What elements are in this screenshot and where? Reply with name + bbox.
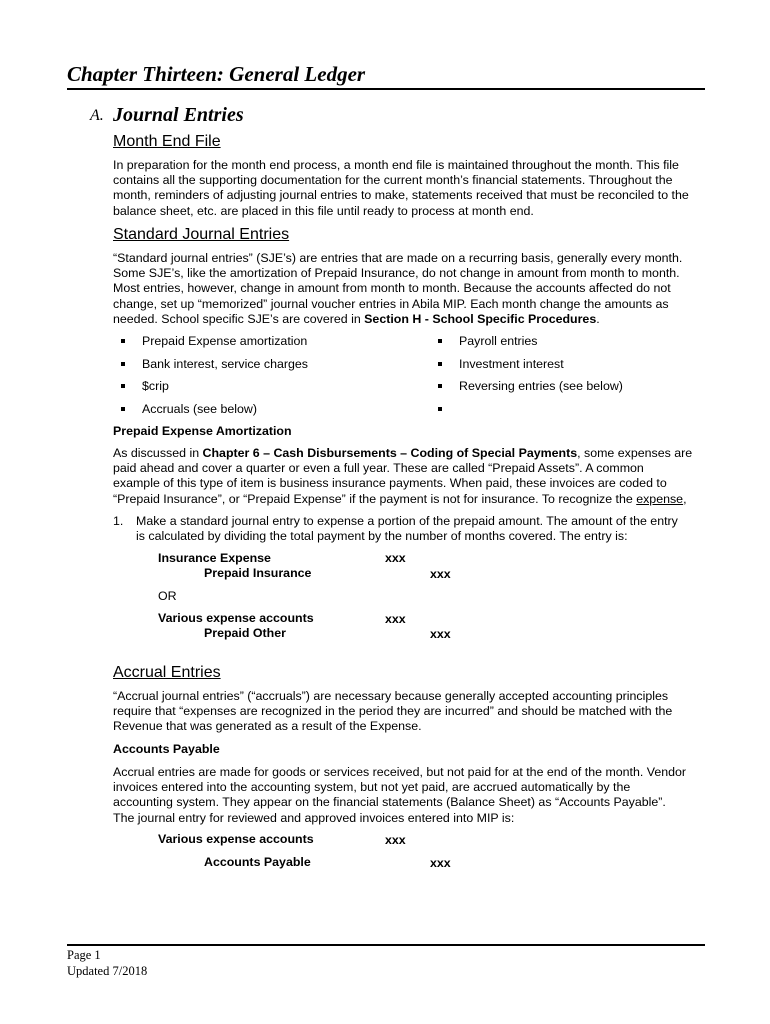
paragraph-line: invoices entered into the accounting system, but not yet paid, are accrued automatically by the	[113, 780, 631, 795]
paragraph-line: change, set up “memorized” journal voucher entries in Abila MIP. Each month change the amounts as	[113, 296, 669, 311]
paragraph-line: is calculated by dividing the total payment by the number of months covered. The entry is:	[136, 529, 628, 544]
entry-credit-amount: xxx	[430, 627, 451, 641]
paragraph-line	[113, 312, 708, 327]
paragraph-line: contains all the supporting documentation for the current month’s financial statements. Throughout the	[113, 173, 673, 188]
bullet-item: Prepaid Expense amortization	[142, 334, 308, 348]
text: As discussed in	[113, 446, 203, 460]
page-number: Page 1	[67, 948, 101, 962]
bullet-item: Bank interest, service charges	[142, 357, 308, 371]
paragraph-line: paid ahead and cover a quarter or even a full year. These are called “Prepaid Assets”. A common	[113, 461, 644, 476]
standard-paragraph	[113, 251, 708, 327]
bullet-marker	[438, 362, 442, 366]
paragraph-line: month, reminders of adjusting journal entries to make, statements received that must be reconciled to the	[113, 188, 689, 203]
entry-credit-account: Prepaid Insurance	[204, 566, 312, 580]
entry-credit-account: Prepaid Other	[204, 626, 286, 640]
accounts-payable-heading: Accounts Payable	[113, 742, 220, 756]
bullet-item: Accruals (see below)	[142, 402, 258, 416]
paragraph-line: “Standard journal entries” (SJE’s) are entries that are made on a recurring basis, generally every month.	[113, 251, 683, 265]
title-rule	[67, 88, 705, 90]
paragraph-line: example of this type of item is business insurance payments. When paid, these invoices are coded to	[113, 476, 667, 491]
section-reference: Section H - School Specific Procedures	[364, 311, 597, 326]
paragraph-line: Revenue that was generated as a result of the Expense.	[113, 719, 422, 734]
paragraph-line: require that “expenses are recognized in the period they are incurred” and should be matched with the	[113, 704, 673, 719]
bullet-item: Reversing entries (see below)	[459, 379, 623, 393]
section-title: Journal Entries	[113, 104, 244, 126]
prepaid-heading: Prepaid Expense Amortization	[113, 424, 292, 438]
footer-rule	[67, 944, 705, 946]
entry-debit-amount: xxx	[385, 833, 406, 847]
month-end-paragraph	[113, 158, 708, 219]
paragraph-line: Some SJE’s, like the amortization of Prepaid Insurance, do not change in amount from month to month.	[113, 266, 680, 281]
text: ,	[683, 491, 687, 506]
month-end-heading: Month End File	[113, 133, 221, 150]
text: “Prepaid Insurance”, or “Prepaid Expense” if the payment is not for insurance. To recognize the	[113, 491, 637, 506]
entry-debit-amount: xxx	[385, 551, 406, 565]
paragraph-line: Accrual entries are made for goods or services received, but not paid for at the end of the month. Vendor	[113, 765, 687, 779]
section-letter: A.	[90, 107, 104, 124]
bullet-marker	[438, 384, 442, 388]
chapter-title: Chapter Thirteen: General Ledger	[67, 62, 366, 86]
bullet-item: Investment interest	[459, 357, 564, 371]
paragraph-line: “Accrual journal entries” (“accruals”) are necessary because generally accepted accounting principles	[113, 689, 669, 703]
text: , some expenses are	[577, 446, 693, 460]
chapter-reference: Chapter 6 – Cash Disbursements – Coding of Special Payments	[202, 446, 578, 460]
step-number: 1.	[113, 514, 124, 528]
entry-credit-account: Accounts Payable	[204, 855, 311, 869]
bullet-marker	[121, 339, 125, 343]
text: needed. School specific SJE’s are covered in	[113, 311, 365, 326]
accrual-heading: Accrual Entries	[113, 664, 221, 681]
bullet-marker	[121, 362, 125, 366]
bullet-marker	[438, 407, 442, 411]
bullet-item: $crip	[142, 379, 169, 393]
step-text	[136, 514, 716, 544]
paragraph-line	[113, 446, 708, 461]
paragraph-line: In preparation for the month end process, a month end file is maintained throughout the month. This file	[113, 158, 679, 172]
paragraph-line: balance sheet, etc. are placed in this file until ready to process at month end.	[113, 203, 534, 218]
paragraph-line: Make a standard journal entry to expense a portion of the prepaid amount. The amount of the entry	[136, 514, 678, 528]
bullet-marker	[121, 407, 125, 411]
standard-heading: Standard Journal Entries	[113, 226, 290, 243]
prepaid-paragraph	[113, 446, 708, 507]
accrual-paragraph	[113, 689, 708, 735]
bullet-marker	[121, 384, 125, 388]
entry-debit-account: Insurance Expense	[158, 551, 271, 565]
accounts-payable-paragraph	[113, 765, 708, 826]
or-label: OR	[158, 589, 177, 603]
entry-debit-account: Various expense accounts	[158, 611, 314, 625]
updated-date: Updated 7/2018	[67, 964, 148, 978]
text: .	[596, 311, 600, 326]
entry-credit-amount: xxx	[430, 856, 451, 870]
entry-debit-amount: xxx	[385, 612, 406, 626]
bullet-marker	[438, 339, 442, 343]
paragraph-line: The journal entry for reviewed and approved invoices entered into MIP is:	[113, 810, 515, 825]
paragraph-line	[113, 492, 708, 507]
paragraph-line: accounting system. They appear on the financial statements (Balance Sheet) as “Accounts Payable”.	[113, 795, 666, 810]
entry-debit-account: Various expense accounts	[158, 832, 314, 846]
underlined-word: expense	[636, 491, 684, 506]
bullet-item: Payroll entries	[459, 334, 538, 348]
entry-credit-amount: xxx	[430, 567, 451, 581]
paragraph-line: Most entries, however, change in amount from month to month. Because the accounts affected do not	[113, 281, 671, 296]
